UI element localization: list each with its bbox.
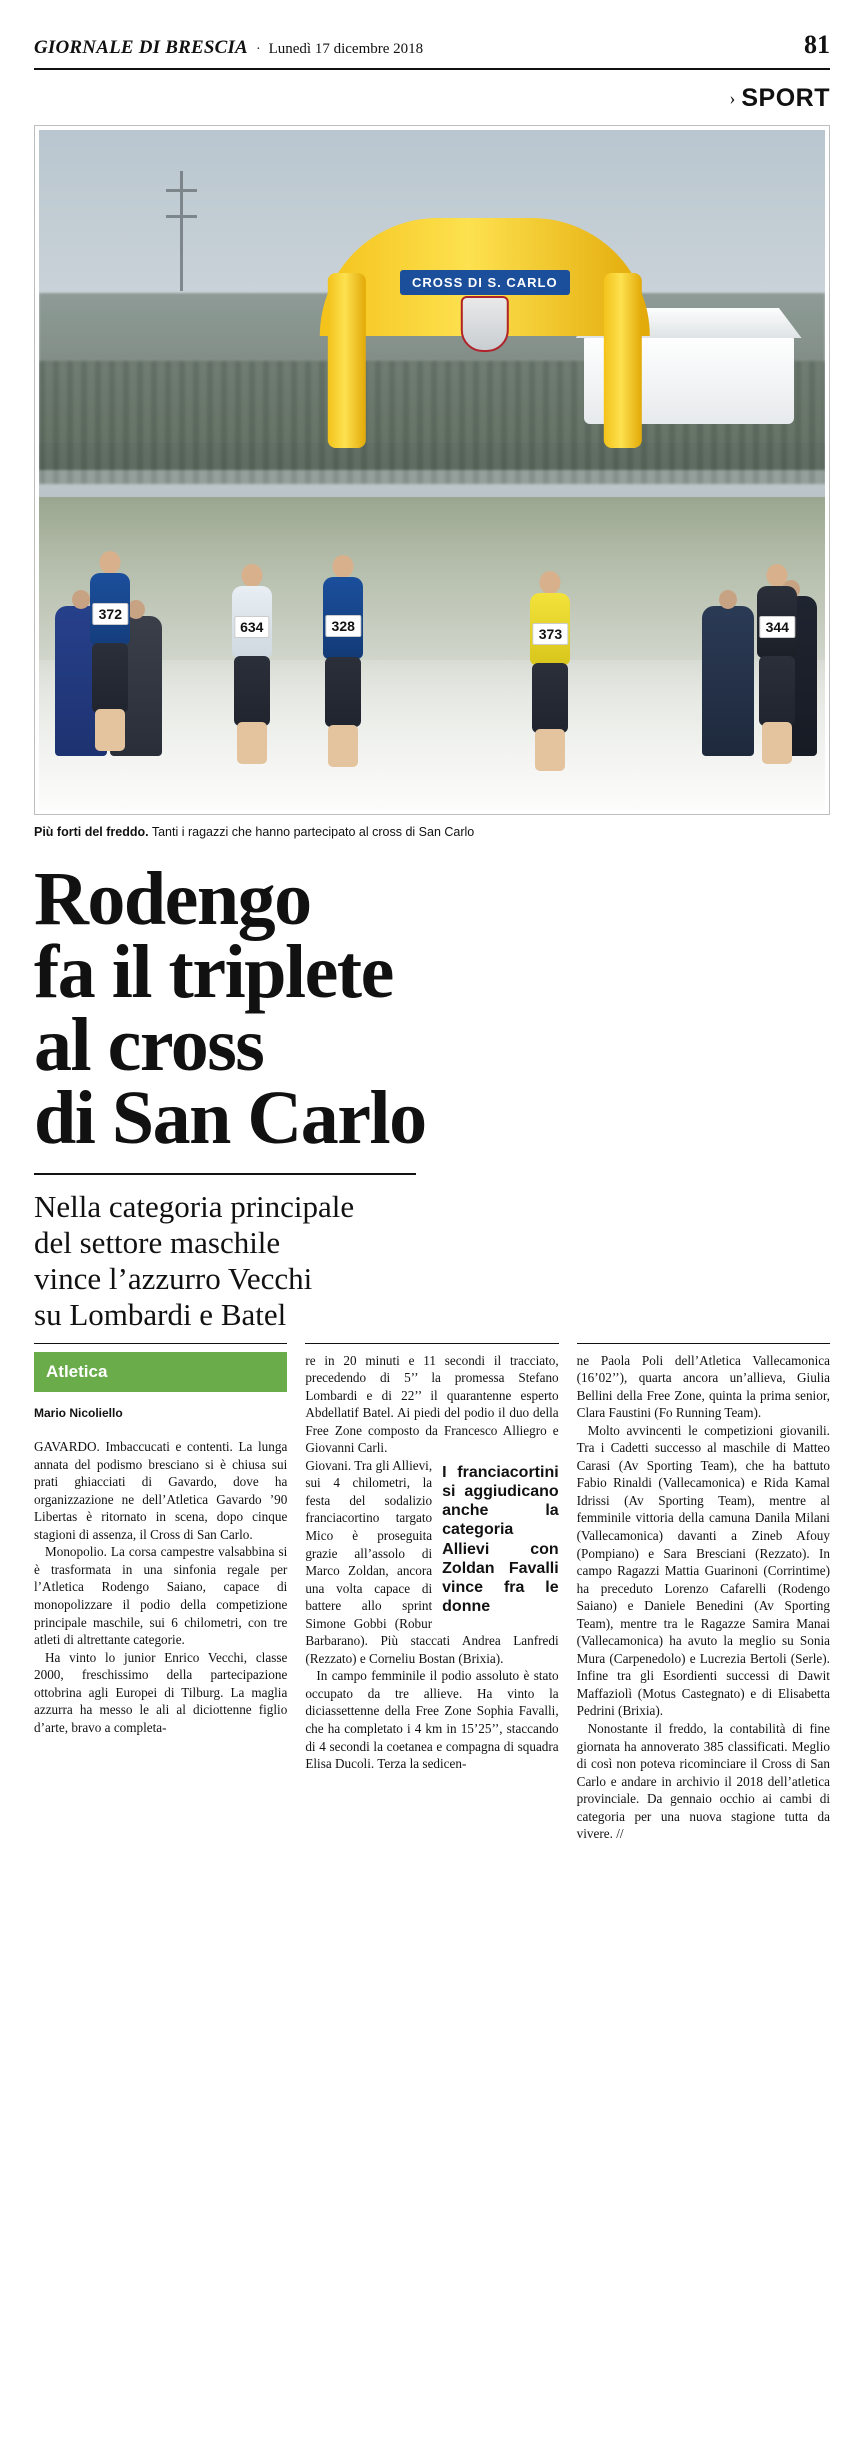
headline-line-4: di San Carlo [34, 1075, 426, 1160]
arch-leg-left [328, 273, 366, 448]
runner [518, 571, 582, 776]
masthead [34, 30, 830, 70]
page-number: 81 [804, 30, 830, 59]
runner-legs [325, 657, 361, 727]
headline-line-1: Rodengo [34, 856, 311, 941]
runner-head [540, 571, 561, 594]
runner-head [767, 564, 788, 587]
newspaper-title: GIORNALE DI BRESCIA [34, 37, 248, 58]
column-1 [34, 1343, 287, 1843]
runner [306, 555, 380, 790]
paragraph: Monopolio. La corsa campestre valsabbina si è trasformata in una sinfonia regale per l’Atletica Rodengo Saiano, capace di monopolizzare il podio della competizione principale maschile, sui 6 chilometri, con tre atleti di altrettante categorie. [34, 1544, 288, 1648]
runner-head [241, 564, 262, 587]
subhead-line-4: su Lombardi e Batel [34, 1296, 287, 1332]
runner-bib: 373 [533, 623, 568, 645]
runner-shin [237, 722, 267, 764]
runner-bib: 344 [760, 616, 795, 638]
photo-pylon [180, 171, 183, 291]
arch-banner-text: CROSS DI S. CARLO [400, 270, 570, 295]
publication-date: Lunedì 17 dicembre 2018 [268, 41, 424, 57]
runner-shin [95, 709, 125, 751]
column-2 [305, 1343, 558, 1843]
article-body [34, 1343, 830, 1843]
runner-shin [762, 722, 792, 764]
runner [78, 551, 142, 756]
article-headline [34, 856, 830, 1160]
runner-head [333, 555, 354, 578]
chevron-right-icon: › [729, 88, 736, 108]
paragraph: In campo femminile il podio assoluto è stato occupato da tre allieve. Ha vinto la diciassettenne della Free Zone Sophia Favalli, che ha completato i 4 km in 15’25’’, staccando di 4 secondi la coetanea e compagna di squadra Elisa Ducoli. Terza la sedicen- [305, 1668, 559, 1772]
photo-caption [34, 824, 830, 841]
paragraph: ne Paola Poli dell’Atletica Vallecamonica (16’02’’), quarta ancora un’allieva, Giulia Bellini della Free Zone, quinta la prima senior, Clara Faustini (Fo Running Team). [576, 1352, 830, 1421]
arch-leg-right [604, 273, 642, 448]
runner [220, 564, 284, 769]
runner-legs [759, 656, 795, 726]
headline-line-2: fa il triplete [34, 929, 393, 1014]
caption-lead: Più forti del freddo. [34, 825, 149, 839]
runner-head [100, 551, 121, 574]
column-3 [577, 1343, 830, 1843]
masthead-separator: · [255, 42, 261, 57]
photo-frame [34, 125, 830, 815]
runner-shin [535, 729, 565, 771]
subhead-line-1: Nella categoria principale [34, 1188, 355, 1224]
runner-shin [328, 725, 358, 767]
lead-photo [39, 130, 825, 810]
runner-bib: 634 [234, 616, 269, 638]
byline: Mario Nicoliello [34, 1406, 123, 1421]
paragraph: Nonostante il freddo, la contabilità di fine giornata ha annoverato 385 classificati. Meglio di così non poteva ricominciare il Cross di San Carlo e andare in archivio il 2018 dell’atletica provinciale. Da gennaio occhio ai cambi di categoria per una nuova stagione tutta da vivere. // [576, 1720, 830, 1842]
paragraph: re in 20 minuti e 11 secondi il tracciato, precedendo di 5’’ la promessa Stefano Lombardi e di 22’’ il quarantenne esperto Abdellatif Batel. Ai piedi del podio il duo della Free Zone composto da Francesco Alliegro e Giovanni Carli. [305, 1352, 559, 1456]
section-label: SPORT [741, 84, 830, 112]
subhead-line-3: vince l’azzurro Vecchi [34, 1260, 313, 1296]
runner [745, 564, 809, 769]
pull-quote: I franciacortini si aggiudicano anche la categoria Allievi con Zoldan Favalli vince fra le donne [442, 1463, 559, 1616]
inflatable-arch [320, 218, 650, 448]
arch-crest [461, 296, 509, 352]
paragraph: Ha vinto lo junior Enrico Vecchi, classe 2000, freschissimo della partecipazione ottobrina agli Europei di Tilburg. La maglia azzurra ha messo le ali al diciottenne figlio d’arte, bravo a completa- [34, 1649, 288, 1735]
headline-line-3: al cross [34, 1002, 264, 1087]
paragraph: Giovani. Tra gli Allievi, sui 4 chilometri, la festa del sodalizio franciacortino targato Mico è proseguita grazie all’assolo di Marco Zoldan, ancora una volta capace di battere allo sprint Simone Gobbi (Robur Barbarano). Più staccati Andrea Lanfredi (Rezzato) e Corneliu Bostan (Brixia). [305, 1457, 559, 1666]
section-header [34, 84, 830, 113]
spectator-head [719, 590, 737, 609]
paragraph: GAVARDO. Imbaccucati e contenti. La lunga annata del podismo bresciano si è chiusa sui prati ghiacciati di Gavardo, dove ha organizzazione ne dell’Atletica Gavardo ’90 Libertas è ritornato in scena, dopo cinque stagioni di assenza, il Cross di San Carlo. [34, 1439, 288, 1542]
runner-bib: 328 [326, 615, 361, 637]
article-subhead [34, 1173, 416, 1333]
runner-legs [532, 663, 568, 733]
runner-legs [92, 643, 128, 713]
runner-legs [234, 656, 270, 726]
subhead-line-2: del settore maschile [34, 1224, 281, 1260]
category-tag: Atletica [34, 1352, 287, 1393]
caption-text: Tanti i ragazzi che hanno partecipato al cross di San Carlo [148, 825, 475, 839]
paragraph: Molto avvincenti le competizioni giovanili. Tra i Cadetti successo al maschile di Matteo Carasi (Av Sporting Team), che ha battuto Fabio Rinaldi (Vallecamonica) e Rida Kamal Idrissi (Av Sporting Team), mentre al femminile vittoria della camuna Danila Milani (Vallecamonica) davanti a Zineb Afouy (Pompiano) e Sara Bresciani (Rezzato). In campo Ragazzi Mattia Guarinoni (Corrintime) ha preceduto Lorenzo Cafarelli (Rodengo Saiano) e Daniele Benedini (Av Sporting Team), mentre tra le Ragazze Samira Manai (Vallecamonica) ha avuto la meglio su Sonia Mura (Carpenedolo) e Lucrezia Bertoli (Serle). Infine tra gli Esordienti successi di Dawit Maffaziolì (Motus Castegnato) e di Elisabetta Pedrini (Brixia). [576, 1422, 830, 1719]
runner-bib: 372 [93, 603, 128, 625]
